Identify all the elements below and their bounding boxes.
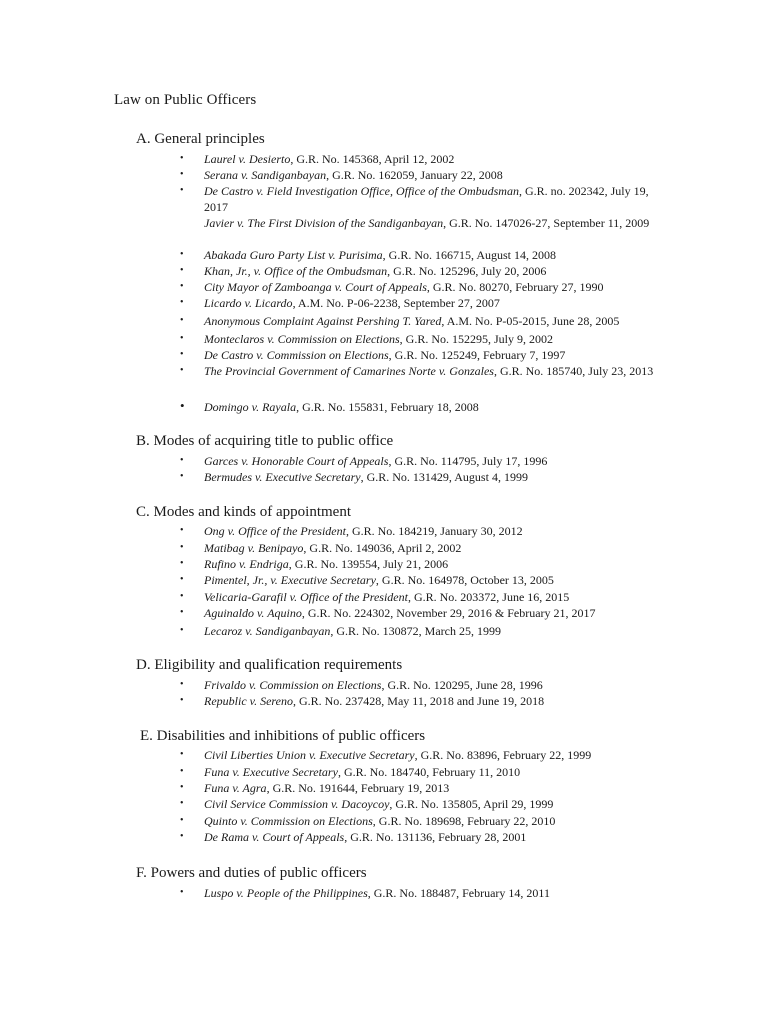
case-name: The Provincial Government of Camarines Norte v. Gonzales (204, 364, 494, 378)
case-citation (204, 556, 664, 572)
case-reference: , G.R. No. 152295, July 9, 2002 (399, 332, 553, 346)
bullet-icon: • (180, 887, 184, 898)
case-reference: , G.R. No. 184219, January 30, 2012 (345, 524, 523, 538)
bullet-icon: • (180, 455, 184, 466)
section-heading: A. General principles (136, 131, 265, 147)
bullet-icon: • (180, 591, 184, 602)
case-citation (204, 796, 664, 812)
case-reference: , G.R. No. 130872, March 25, 1999 (330, 624, 501, 638)
bullet-icon: • (180, 349, 184, 360)
case-name: Serana v. Sandiganbayan (204, 168, 327, 182)
case-name: Matibag v. Benipayo (204, 541, 304, 555)
case-reference: , G.R. No. 189698, February 22, 2010 (372, 814, 556, 828)
case-name: De Rama v. Court of Appeals (204, 830, 345, 844)
case-name: Velicaria-Garafil v. Office of the President (204, 590, 408, 604)
case-citation (204, 885, 664, 901)
case-citation (204, 247, 664, 263)
case-citation (204, 263, 664, 279)
bullet-icon: • (180, 679, 184, 690)
bullet-icon: • (180, 265, 184, 276)
bullet-icon: • (180, 542, 184, 553)
case-name: Laurel v. Desierto (204, 152, 291, 166)
case-name: Ong v. Office of the President (204, 524, 346, 538)
case-citation (204, 780, 664, 796)
bullet-icon: • (180, 831, 184, 842)
case-reference: , G.R. No. 149036, April 2, 2002 (303, 541, 462, 555)
case-reference: , G.R. No. 83896, February 22, 1999 (414, 748, 592, 762)
section-heading: F. Powers and duties of public officers (136, 865, 367, 881)
bullet-icon: • (180, 281, 184, 292)
case-reference: , G.R. No. 80270, February 27, 1990 (426, 280, 604, 294)
case-name: Licardo v. Licardo (204, 296, 293, 310)
case-name: Aguinaldo v. Aquino (204, 606, 302, 620)
bullet-icon: • (180, 558, 184, 569)
case-name: Civil Service Commission v. Dacoycoy (204, 797, 390, 811)
case-name: Republic v. Sereno (204, 694, 293, 708)
bullet-icon: • (180, 766, 184, 777)
case-reference: , G.R. No. 188487, February 14, 2011 (367, 886, 550, 900)
case-name: City Mayor of Zamboanga v. Court of Appeals (204, 280, 427, 294)
case-citation (204, 151, 664, 167)
bullet-icon: • (180, 782, 184, 793)
case-citation (204, 331, 664, 347)
section-heading: C. Modes and kinds of appointment (136, 504, 351, 520)
case-citation (204, 183, 664, 215)
case-name: De Castro v. Commission on Elections (204, 348, 389, 362)
case-citation (204, 605, 664, 621)
bullet-icon: • (180, 625, 184, 636)
bullet-icon: • (180, 695, 184, 706)
bullet-icon: • (180, 365, 184, 376)
case-name: Anonymous Complaint Against Pershing T. Yared (204, 314, 442, 328)
case-citation (204, 295, 664, 311)
case-citation (204, 313, 664, 329)
case-name: Quinto v. Commission on Elections (204, 814, 373, 828)
bullet-icon: • (180, 249, 184, 260)
bullet-icon: • (180, 798, 184, 809)
case-name: Garces v. Honorable Court of Appeals (204, 454, 389, 468)
case-citation (204, 399, 664, 415)
case-reference: , G.R. No. 224302, November 29, 2016 & February 21, 2017 (301, 606, 596, 620)
case-name: Funa v. Executive Secretary (204, 765, 338, 779)
bullet-icon: • (180, 185, 184, 196)
case-reference: , G.R. No. 237428, May 11, 2018 and June 19, 2018 (292, 694, 545, 708)
case-name: Luspo v. People of the Philippines (204, 886, 368, 900)
case-name: Monteclaros v. Commission on Elections (204, 332, 400, 346)
case-reference: , G.R. no. 202342, July 19, 2017 (204, 184, 649, 214)
case-reference: , G.R. No. 185740, July 23, 2013 (493, 364, 654, 378)
case-name: Pimentel, Jr., v. Executive Secretary (204, 573, 376, 587)
bullet-icon: • (180, 398, 185, 413)
case-reference: , A.M. No. P-06-2238, September 27, 2007 (292, 296, 500, 310)
case-reference: , G.R. No. 131136, February 28, 2001 (344, 830, 527, 844)
case-citation (204, 215, 664, 231)
case-reference: , G.R. No. 120295, June 28, 1996 (381, 678, 543, 692)
case-reference: , G.R. No. 147026-27, September 11, 2009 (443, 216, 650, 230)
case-name: De Castro v. Field Investigation Office, Office of the Ombudsman (204, 184, 519, 198)
case-citation (204, 829, 664, 845)
case-name: Frivaldo v. Commission on Elections (204, 678, 382, 692)
section-heading: E. Disabilities and inhibitions of public officers (140, 728, 426, 744)
bullet-icon: • (180, 315, 184, 326)
case-reference: , G.R. No. 155831, February 18, 2008 (296, 400, 479, 414)
case-citation (204, 540, 664, 556)
case-reference: , G.R. No. 131429, August 4, 1999 (360, 470, 528, 484)
bullet-icon: • (180, 297, 184, 308)
case-reference: , G.R. No. 135805, April 29, 1999 (389, 797, 554, 811)
case-name: Lecaroz v. Sandiganbayan (204, 624, 331, 638)
case-reference: , G.R. No. 166715, August 14, 2008 (382, 248, 557, 262)
case-citation (204, 167, 664, 183)
case-citation (204, 453, 664, 469)
case-citation (204, 363, 664, 379)
case-reference: , G.R. No. 164978, October 13, 2005 (375, 573, 554, 587)
bullet-icon: • (180, 471, 184, 482)
case-citation (204, 747, 664, 763)
case-name: Funa v. Agra (204, 781, 267, 795)
case-citation (204, 469, 664, 485)
case-citation (204, 347, 664, 363)
case-name: Civil Liberties Union v. Executive Secretary (204, 748, 415, 762)
case-reference: , G.R. No. 145368, April 12, 2002 (290, 152, 455, 166)
case-citation (204, 623, 664, 639)
case-name: Abakada Guro Party List v. Purisima (204, 248, 383, 262)
case-reference: , G.R. No. 191644, February 19, 2013 (266, 781, 450, 795)
case-citation (204, 693, 664, 709)
case-citation (204, 813, 664, 829)
section-heading: D. Eligibility and qualification requirements (136, 657, 403, 673)
case-citation (204, 764, 664, 780)
case-citation (204, 677, 664, 693)
bullet-icon: • (180, 574, 184, 585)
case-reference: , G.R. No. 162059, January 22, 2008 (326, 168, 503, 182)
bullet-icon: • (180, 525, 184, 536)
case-name: Khan, Jr., v. Office of the Ombudsman (204, 264, 388, 278)
case-reference: , G.R. No. 114795, July 17, 1996 (388, 454, 548, 468)
section-heading: B. Modes of acquiring title to public office (136, 433, 394, 449)
case-citation (204, 279, 664, 295)
bullet-icon: • (180, 169, 184, 180)
case-reference: , G.R. No. 125296, July 20, 2006 (387, 264, 547, 278)
case-citation (204, 572, 664, 588)
bullet-icon: • (180, 749, 184, 760)
case-reference: , G.R. No. 125249, February 7, 1997 (388, 348, 566, 362)
bullet-icon: • (180, 153, 184, 164)
case-name: Bermudes v. Executive Secretary (204, 470, 361, 484)
case-citation (204, 589, 664, 605)
bullet-icon: • (180, 607, 184, 618)
document-title: Law on Public Officers (114, 92, 257, 108)
case-reference: , G.R. No. 203372, June 16, 2015 (407, 590, 570, 604)
case-name: Domingo v. Rayala (204, 400, 297, 414)
case-name: Javier v. The First Division of the Sandiganbayan (204, 216, 444, 230)
bullet-icon: • (180, 815, 184, 826)
case-reference: , G.R. No. 139554, July 21, 2006 (288, 557, 449, 571)
case-name: Rufino v. Endriga (204, 557, 289, 571)
case-reference: , A.M. No. P-05-2015, June 28, 2005 (441, 314, 620, 328)
case-citation (204, 523, 664, 539)
case-reference: , G.R. No. 184740, February 11, 2010 (337, 765, 521, 779)
bullet-icon: • (180, 333, 184, 344)
